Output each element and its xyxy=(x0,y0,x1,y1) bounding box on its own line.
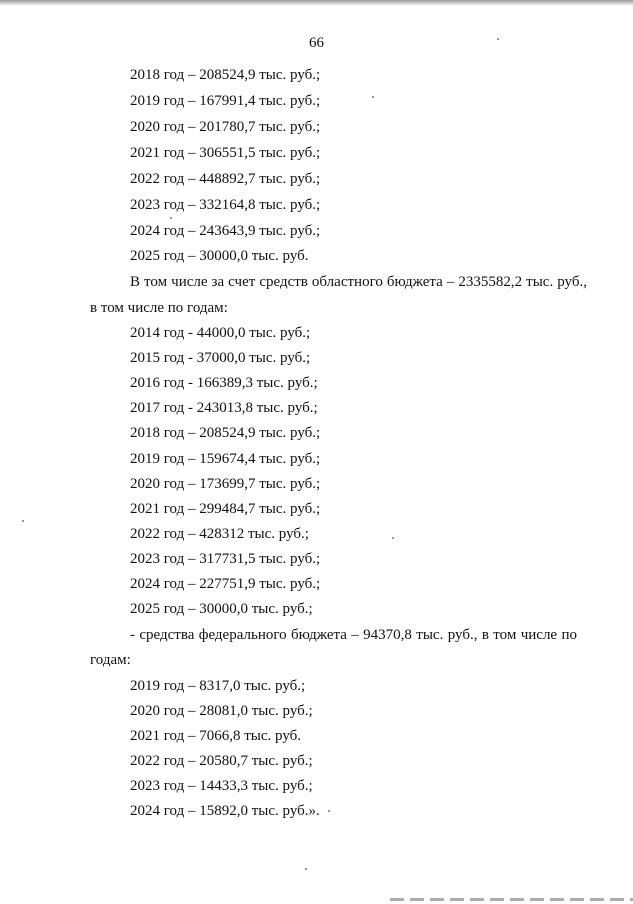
federal-budget-line: 2021 год – 7066,8 тыс. руб. xyxy=(130,728,302,744)
budget-line: 2019 год – 167991,4 тыс. руб.; xyxy=(130,93,321,109)
page-number: 66 xyxy=(309,35,324,51)
regional-budget-line: 2022 год – 428312 тыс. руб.; xyxy=(130,526,309,542)
regional-budget-line: 2017 год - 243013,8 тыс. руб.; xyxy=(130,400,318,416)
regional-budget-line: 2018 год – 208524,9 тыс. руб.; xyxy=(130,425,321,441)
regional-budget-line: 2016 год - 166389,3 тыс. руб.; xyxy=(130,375,318,391)
federal-budget-intro: - средства федерального бюджета – 94370,8 тыс. руб., в том числе по xyxy=(130,627,577,643)
scan-speck xyxy=(22,520,24,522)
budget-line: 2021 год – 306551,5 тыс. руб.; xyxy=(130,145,321,161)
federal-budget-line: 2019 год – 8317,0 тыс. руб.; xyxy=(130,678,306,694)
regional-budget-intro: В том числе за счет средств областного бюджета – 2335582,2 тыс. руб., xyxy=(130,274,587,290)
regional-budget-intro-cont: в том числе по годам: xyxy=(90,300,228,316)
regional-budget-line: 2014 год - 44000,0 тыс. руб.; xyxy=(130,325,311,341)
regional-budget-line: 2015 год - 37000,0 тыс. руб.; xyxy=(130,350,311,366)
scan-speck xyxy=(372,96,374,98)
budget-line: 2023 год – 332164,8 тыс. руб.; xyxy=(130,197,321,213)
scan-top-edge xyxy=(0,0,633,6)
federal-budget-intro-cont: годам: xyxy=(90,652,131,668)
regional-budget-line: 2021 год – 299484,7 тыс. руб.; xyxy=(130,501,321,517)
federal-budget-line: 2024 год – 15892,0 тыс. руб.». xyxy=(130,803,320,819)
scan-speck xyxy=(328,810,330,812)
regional-budget-line: 2024 год – 227751,9 тыс. руб.; xyxy=(130,576,321,592)
federal-budget-line: 2023 год – 14433,3 тыс. руб.; xyxy=(130,778,313,794)
scan-speck xyxy=(392,537,394,539)
regional-budget-line: 2020 год – 173699,7 тыс. руб.; xyxy=(130,476,321,492)
scan-speck xyxy=(170,217,172,219)
regional-budget-line: 2025 год – 30000,0 тыс. руб.; xyxy=(130,601,313,617)
regional-budget-line: 2023 год – 317731,5 тыс. руб.; xyxy=(130,551,321,567)
budget-line: 2022 год – 448892,7 тыс. руб.; xyxy=(130,171,321,187)
scan-bottom-edge xyxy=(390,898,633,901)
budget-line: 2025 год – 30000,0 тыс. руб. xyxy=(130,248,309,264)
budget-line: 2024 год – 243643,9 тыс. руб.; xyxy=(130,223,321,239)
federal-budget-line: 2020 год – 28081,0 тыс. руб.; xyxy=(130,703,313,719)
scan-speck xyxy=(305,868,307,870)
federal-budget-line: 2022 год – 20580,7 тыс. руб.; xyxy=(130,753,313,769)
regional-budget-line: 2019 год – 159674,4 тыс. руб.; xyxy=(130,451,321,467)
scan-speck xyxy=(497,38,499,40)
budget-line: 2020 год – 201780,7 тыс. руб.; xyxy=(130,119,321,135)
budget-line: 2018 год – 208524,9 тыс. руб.; xyxy=(130,67,321,83)
